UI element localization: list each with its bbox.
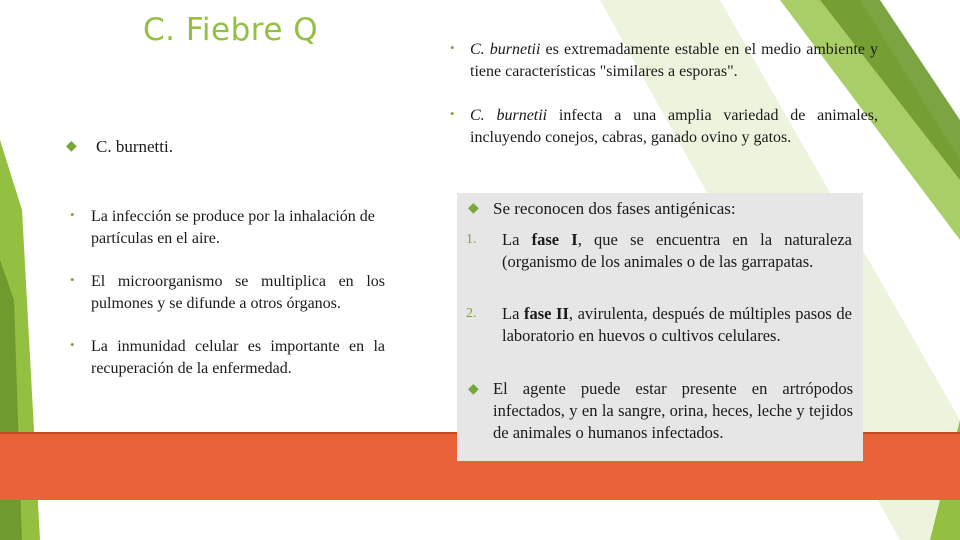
diamond-bullet-icon: ◆ [66, 139, 77, 154]
species-name: C. burnetii [470, 41, 541, 58]
right-bullet-2 [470, 105, 878, 149]
phase-2-pre: La [502, 304, 524, 323]
slide-title: C. Fiebre Q [143, 12, 319, 48]
left-bullet-2: El microorganismo se multiplica en los pulmones y se difunde a otros órganos. [91, 273, 385, 312]
phases-intro: Se reconocen dos fases antigénicas: [493, 199, 736, 218]
diamond-bullet-icon: ◆ [468, 201, 479, 216]
species-name: C. burnetii [470, 107, 548, 124]
left-bullet-3: La inmunidad celular es importante en la recuperación de la enfermedad. [91, 338, 385, 377]
bullet-dot-icon: • [70, 272, 75, 287]
phase-2-text: , avirulenta, después de múltiples pasos de laboratorio en huevos o cultivos celulares. [502, 304, 852, 345]
phase-2-item [502, 303, 852, 347]
bullet-dot-icon: • [70, 207, 75, 222]
right-bullet-2-text: infecta a una amplia variedad de animales, incluyendo conejos, cabras, ganado ovino y gatos. [470, 107, 879, 146]
closing-text: El agente puede estar presente en artrópodos infectados, y en la sangre, orina, heces, leche y tejidos de animales o humanos infectados. [493, 379, 853, 442]
right-bullet-1-text: es extremadamente estable en el medio ambiente y tiene características "similares a esporas". [470, 41, 878, 80]
phase-2-label: fase II [523, 304, 569, 323]
list-number: 2. [466, 306, 477, 321]
list-number: 1. [466, 232, 477, 247]
bullet-dot-icon: • [450, 40, 455, 55]
bullet-dot-icon: • [70, 337, 75, 352]
phase-1-item [502, 229, 852, 273]
phase-1-pre: La [502, 230, 532, 249]
left-heading: C. burnetti. [96, 137, 173, 156]
phase-1-label: fase I [531, 230, 578, 249]
diamond-bullet-icon: ◆ [468, 382, 479, 397]
bullet-dot-icon: • [450, 106, 455, 121]
right-bullet-1 [470, 39, 878, 83]
left-bullet-1: La infección se produce por la inhalación de partículas en el aire. [91, 208, 375, 247]
phase-1-text: , que se encuentra en la naturaleza (organismo de los animales o de las garrapatas. [502, 230, 853, 271]
